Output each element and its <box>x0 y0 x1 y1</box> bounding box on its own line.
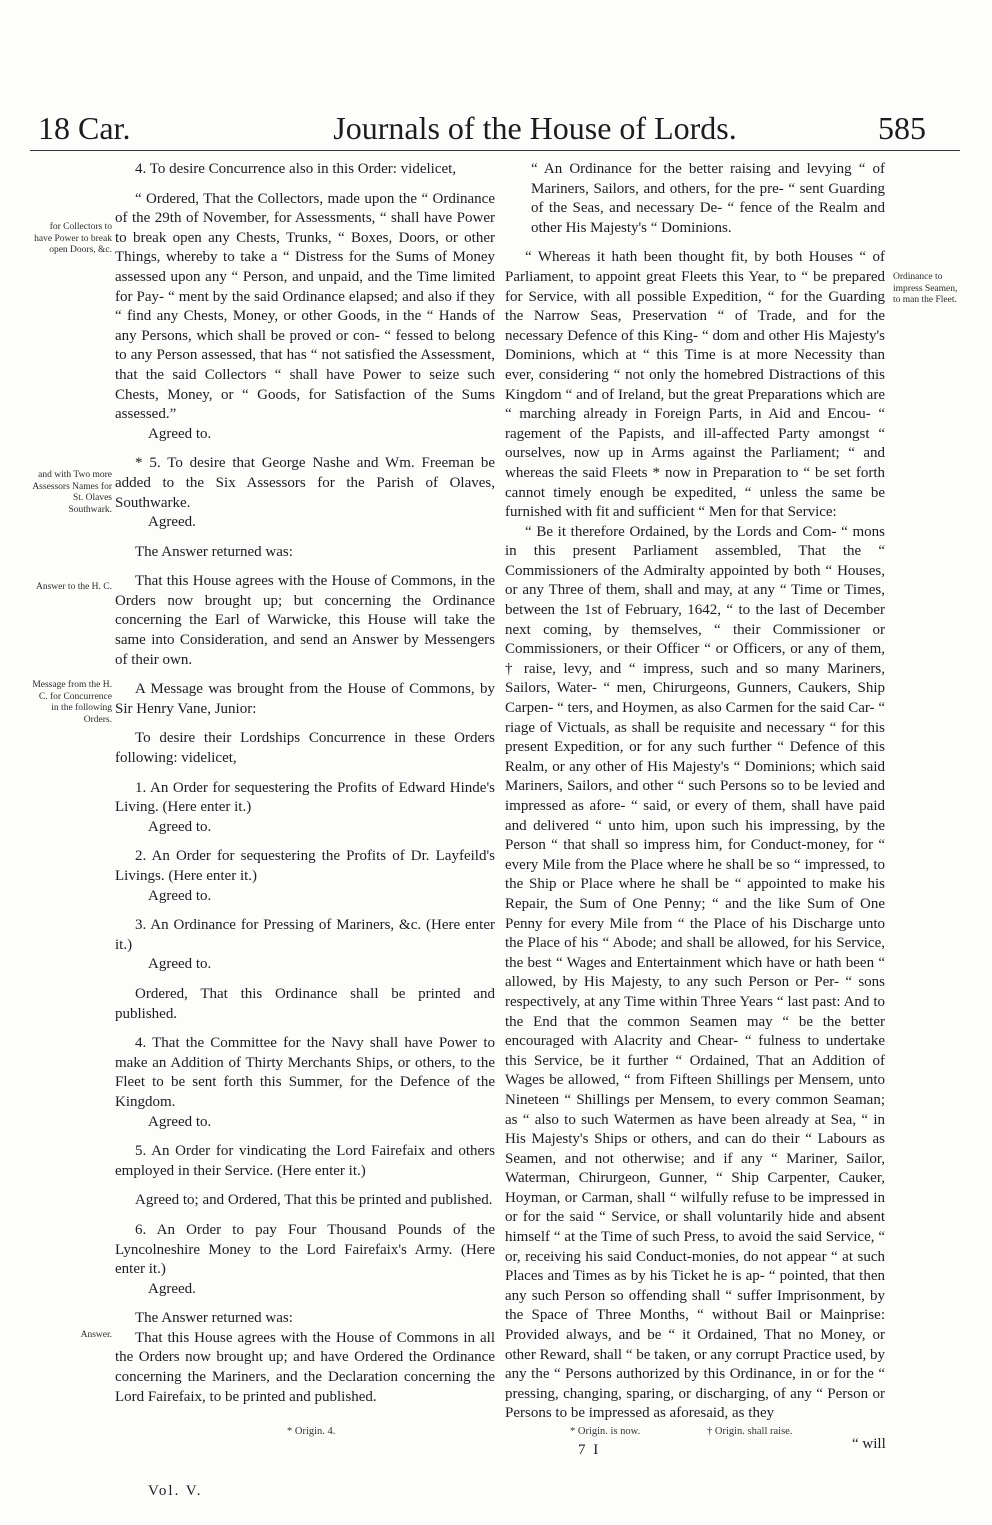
right-column <box>505 160 885 1424</box>
answer-intro: The Answer returned was: <box>135 543 293 560</box>
answer-intro-2: The Answer returned was: <box>135 1310 293 1327</box>
volume-label: Vol. V. <box>148 1483 203 1499</box>
catchword: “ will <box>852 1436 886 1452</box>
order-3: 3. An Ordinance for Pressing of Mariners, &c. (Here enter it.) <box>115 917 495 953</box>
order-4: 4. That the Committee for the Navy shall have Power to make an Addition of Thirty Merchants Ships, or others, to the Fleet to be sent forth this Summer, for the Defence of the Kingdom. <box>115 1035 495 1110</box>
margin-note-answer: Answer. <box>80 1330 112 1340</box>
order-2: 2. An Order for sequestering the Profits of Dr. Layfeild's Livings. (Here enter it.) <box>115 848 495 884</box>
answer-text: That this House agrees with the House of Commons, in the Orders now brought up; but concerning the Ordinance concerning the Earl of Warwicke, this House will take the same into Consideration, and send an Answer by Messengers of their own. <box>115 573 495 668</box>
footnote-right: † Origin. shall raise. <box>707 1426 793 1437</box>
footnote-mid: * Origin. is now. <box>570 1426 641 1437</box>
order-5: 5. An Order for vindicating the Lord Fairefaix and others employed in their Service. (Here enter it.) <box>115 1143 495 1179</box>
agreed-note: Agreed. <box>148 514 196 531</box>
footnote-left: * Origin. 4. <box>287 1426 336 1437</box>
ordered-printed: Ordered, That this Ordinance shall be printed and published. <box>115 985 495 1022</box>
running-head-regnal-year: 18 Car. <box>38 110 131 146</box>
message-intro: A Message was brought from the House of Commons, by Sir Henry Vane, Junior: <box>115 681 495 717</box>
signature-mark: 7 I <box>578 1442 601 1458</box>
order-collectors: “ Ordered, That the Collectors, made upon the “ Ordinance of the 29th of November, for Assessments, “ shall have Power to break open any Chests, Trunks, “ Boxes, Doors, or other Things, whereby to take a “ Distress for the Sums of Money assessed upon any “ Person, and unpaid, and the Time limited for Pay- “ ment by the said Ordinance elapsed; and also if they “ find any Chests, Money, or other Goods, in the “ Hands of any Persons, which shall be proved or con- “ fessed to belong to any Person assessed, that has “ not satisfied the Assessment, that the said Collectors “ shall have Power to seize such Chests, Money, or “ Goods, for Satisfaction of the Sums assessed.” <box>115 190 495 423</box>
margin-note-message: Message from the H. C. for Concurrence in the following Orders. <box>32 680 112 725</box>
agreed-note: Agreed to. <box>148 818 212 835</box>
agreed-note: Agreed to. <box>148 1113 212 1130</box>
order-1: 1. An Order for sequestering the Profits of Edward Hinde's Living. (Here enter it.) <box>115 779 495 816</box>
agreed-note: Agreed to. <box>148 887 212 904</box>
header-rule <box>30 150 960 151</box>
left-column <box>115 160 495 1407</box>
ordinance-preamble: “ Whereas it hath been thought fit, by both Houses “ of Parliament, to appoint great Fleets this Year, to “ be prepared for Service, with all possible Expedition, “ for the Guarding the Narrow Seas, Preservation “ of Trade, and for the necessary Defence of this King- “ dom and other His Majesty's Dominions, which at “ this Time is at more Necessity than ever, considering “ not only the homebred Distractions of this Kingdom “ and of Ireland, but the great Preparations which are “ marching already in Foreign Parts, in Aid and Encou- “ ragement of the Papists, and ill-affected Party amongst “ ourselves, now up in Arms against the Parliament; “ and whereas the said Fleets * now in Preparation to “ be set forth cannot timely enough be expedited, “ unless the same be furnished with fit and sufficient “ Men for that Service: <box>505 249 885 521</box>
ordinance-body: “ Be it therefore Ordained, by the Lords and Com- “ mons in this present Parliament assembled, That the “ Commissioners of the Admiralty appointed by both “ Houses, or any Three of them, shall and may, at any “ Time or Times, between the 1st of February, 1642, “ to the last of December next coming, by themselves, “ their Commissioner or Commissioners, or their Officer “ or Officers, or any of them, † raise, levy, and “ impress, such and so many Mariners, Sailors, Water- “ men, Chirurgeons, Gunners, Caukers, Ship Carpen- “ ters, and Hoymen, as also Carmen for the said Car- “ riage of Victuals, as shall be requisite and necessary “ for this present Expedition, or for any such further “ Defence of this Realm, or any other of His Majesty's “ Dominions; which said Mariners, Sailors, and other “ such Persons so to be levied and impressed as afore- “ said, or every of them, shall have paid and delivered “ unto him, upon such his impressing, by the Person “ that shall so impress him, for Conduct-money, for “ every Mile from the Place where he shall be so “ impressed, to the Ship or Place where he shall be “ appointed to make his Repair, the Sum of One Penny; “ and the like Sum of One Penny for every Mile from “ the Place of his Discharge unto the Place of his “ Abode; and shall be allowed, for his Service, the best “ Wages and Entertainment which have or hath been “ allowed, by His Majesty, to any such Person or Per- “ sons respectively, at any Time within Three Years “ last past: And to the End that the common Seamen may “ be the better encouraged with Alacrity and Chear- “ fulness to undertake this Service, be it further “ Ordained, That an Addition of Wages be allowed, “ from Fifteen Shillings per Mensem, unto Nineteen “ Shillings per Mensem, to every common Seaman; as “ also to such Watermen as have been already at Sea, “ in His Majesty's Ships or others, and can do their “ Labours as Seamen, and not otherwise; and if any “ Mariner, Sailor, Waterman, Chirurgeon, Gunner, “ Ship Carpenter, Cauker, Hoyman, or Carman, shall “ wilfully refuse to be impressed in or for the said “ Service, or shall voluntarily hide and absent himself “ at the Time of such Press, to avoid the said Service, “ or, receiving his said Conduct-monies, do not appear “ at such Places and Times as by his Ticket he is ap- “ pointed, that then any such Person so offending shall “ suffer Imprisonment, by the Space of Three Months, “ without Bail or Mainprise: Provided always, and be “ it Ordained, That no Money, or other Reward, shall “ be taken, or any corrupt Practice used, by any the “ Persons authorized by this Ordinance, in or for the “ pressing, changing, sparing, or discharging, of any “ Person or Persons to be impressed as aforesaid, as they <box>505 523 885 1422</box>
margin-note-assessors: and with Two more Assessors Names for St. Olaves Southwark. <box>32 470 112 515</box>
margin-note-collectors: for Collectors to have Power to break open Doors, &c. <box>34 222 112 255</box>
page-number: 585 <box>878 110 926 146</box>
agreed-note: Agreed to. <box>148 425 212 442</box>
order-6: 6. An Order to pay Four Thousand Pounds of the Lyncolneshire Money to the Lord Fairefaix's Army. (Here enter it.) <box>115 1221 495 1278</box>
answer-text-2: That this House agrees with the House of Commons in all the Orders now brought up; and have Ordered the Ordinance concerning the Mariners, and the Declaration concerning the Lord Fairefaix, to be printed and published. <box>115 1329 495 1405</box>
running-head-title: Journals of the House of Lords. <box>333 110 737 146</box>
margin-note-ordinance: Ordinance to impress Seamen, to man the Fleet. <box>893 272 958 305</box>
item-assessors: * 5. To desire that George Nashe and Wm. Freeman be added to the Six Assessors for the Parish of Olaves, Southwarke. <box>115 455 495 511</box>
agreed-ordered: Agreed to; and Ordered, That this be printed and published. <box>135 1192 493 1209</box>
item-concurrence: 4. To desire Concurrence also in this Order: videlicet, <box>135 161 457 177</box>
agreed-note: Agreed to. <box>148 956 212 973</box>
message-text: To desire their Lordships Concurrence in these Orders following: videlicet, <box>115 730 495 767</box>
agreed-note: Agreed. <box>148 1280 196 1297</box>
ordinance-title: “ An Ordinance for the better raising and levying “ of Mariners, Sailors, and others, for the pre- “ sent Guarding of the Seas, and necessary De- “ fence of the Realm and other His Majesty's “ Dominions. <box>531 161 885 236</box>
margin-note-answer-hc: Answer to the H. C. <box>36 582 112 592</box>
